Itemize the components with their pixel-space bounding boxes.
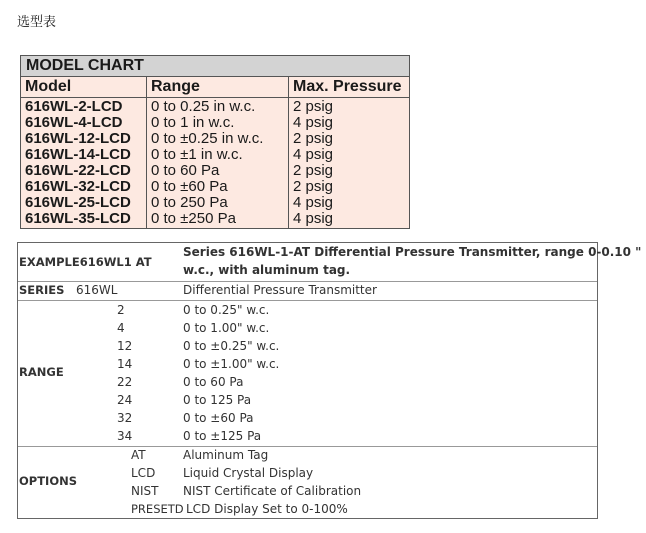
range-cell: 0 to 1 in w.c. — [151, 114, 235, 131]
options-label: OPTIONS — [19, 474, 78, 488]
model-cell: 616WL-14-LCD — [25, 146, 131, 163]
page-title: 选型表 — [17, 15, 57, 30]
pressure-cell: 2 psig — [293, 178, 334, 195]
range-cell: 0 to 0.25 in w.c. — [151, 98, 256, 115]
pressure-cell: 2 psig — [293, 98, 334, 115]
model-chart-header-row — [21, 77, 410, 98]
range-code: 4 — [117, 321, 125, 335]
example-code: 616WL1 AT — [79, 255, 152, 269]
range-row — [18, 300, 597, 447]
pressure-cell: 4 psig — [293, 210, 334, 227]
pressure-cell: 4 psig — [293, 146, 334, 163]
range-description: 0 to 1.00" w.c. — [183, 321, 270, 335]
option-code: LCD — [131, 466, 156, 480]
range-code: 34 — [117, 429, 133, 443]
option-description: Liquid Crystal Display — [183, 466, 314, 480]
option-description: Aluminum Tag — [183, 448, 269, 462]
option-code: PRESETD — [131, 502, 184, 516]
option-description: NIST Certificate of Calibration — [183, 484, 362, 498]
option-code: NIST — [131, 484, 159, 498]
range-cell: 0 to ±250 Pa — [151, 210, 236, 227]
header-model: Model — [21, 77, 147, 98]
range-code: 24 — [117, 393, 133, 407]
range-description: 0 to 0.25" w.c. — [183, 303, 270, 317]
options-row — [18, 446, 597, 518]
model-cell: 616WL-35-LCD — [25, 210, 131, 227]
model-cell: 616WL-4-LCD — [25, 114, 123, 131]
range-description: 0 to 125 Pa — [183, 393, 252, 407]
pressure-cell: 4 psig — [293, 194, 334, 211]
range-cell: 0 to 60 Pa — [151, 162, 220, 179]
range-code: 14 — [117, 357, 133, 371]
model-chart-table — [20, 55, 410, 229]
range-column — [147, 98, 289, 229]
range-description: 0 to ±1.00" w.c. — [183, 357, 280, 371]
model-column — [21, 98, 147, 229]
pressure-cell: 2 psig — [293, 162, 334, 179]
range-code: 32 — [117, 411, 133, 425]
option-description: LCD Display Set to 0-100% — [186, 502, 348, 516]
range-description: 0 to ±125 Pa — [183, 429, 262, 443]
model-cell: 616WL-12-LCD — [25, 130, 131, 147]
example-description-line1: Series 616WL-1-AT Differential Pressure Transmitter, range 0-0.10 " — [183, 245, 642, 259]
range-code: 22 — [117, 375, 133, 389]
model-cell: 616WL-32-LCD — [25, 178, 131, 195]
model-chart-title-row — [21, 56, 410, 77]
example-description-line2: w.c., with aluminum tag. — [183, 263, 351, 277]
range-cell: 0 to ±1 in w.c. — [151, 146, 243, 163]
pressure-column — [289, 98, 410, 229]
example-label: EXAMPLE616WL1 AT — [19, 255, 152, 269]
model-cell: 616WL-2-LCD — [25, 98, 123, 115]
range-cell: 0 to ±60 Pa — [151, 178, 228, 195]
series-code: 616WL — [76, 283, 118, 297]
range-label: RANGE — [19, 365, 64, 379]
model-chart-title: MODEL CHART — [21, 56, 410, 77]
range-description: 0 to ±60 Pa — [183, 411, 254, 425]
pressure-cell: 2 psig — [293, 130, 334, 147]
range-code: 12 — [117, 339, 133, 353]
header-range: Range — [147, 77, 289, 98]
range-code: 2 — [117, 303, 125, 317]
header-max-pressure: Max. Pressure — [289, 77, 410, 98]
series-description: Differential Pressure Transmitter — [183, 283, 377, 297]
ordering-example-table — [17, 242, 642, 519]
range-description: 0 to 60 Pa — [183, 375, 244, 389]
model-cell: 616WL-22-LCD — [25, 162, 131, 179]
pressure-cell: 4 psig — [293, 114, 334, 131]
option-code: AT — [131, 448, 146, 462]
example-row — [18, 243, 642, 282]
model-chart-body — [21, 98, 410, 229]
range-cell: 0 to 250 Pa — [151, 194, 228, 211]
range-cell: 0 to ±0.25 in w.c. — [151, 130, 264, 147]
range-description: 0 to ±0.25" w.c. — [183, 339, 280, 353]
series-label: SERIES — [19, 283, 65, 297]
model-cell: 616WL-25-LCD — [25, 194, 131, 211]
series-row — [18, 281, 597, 301]
